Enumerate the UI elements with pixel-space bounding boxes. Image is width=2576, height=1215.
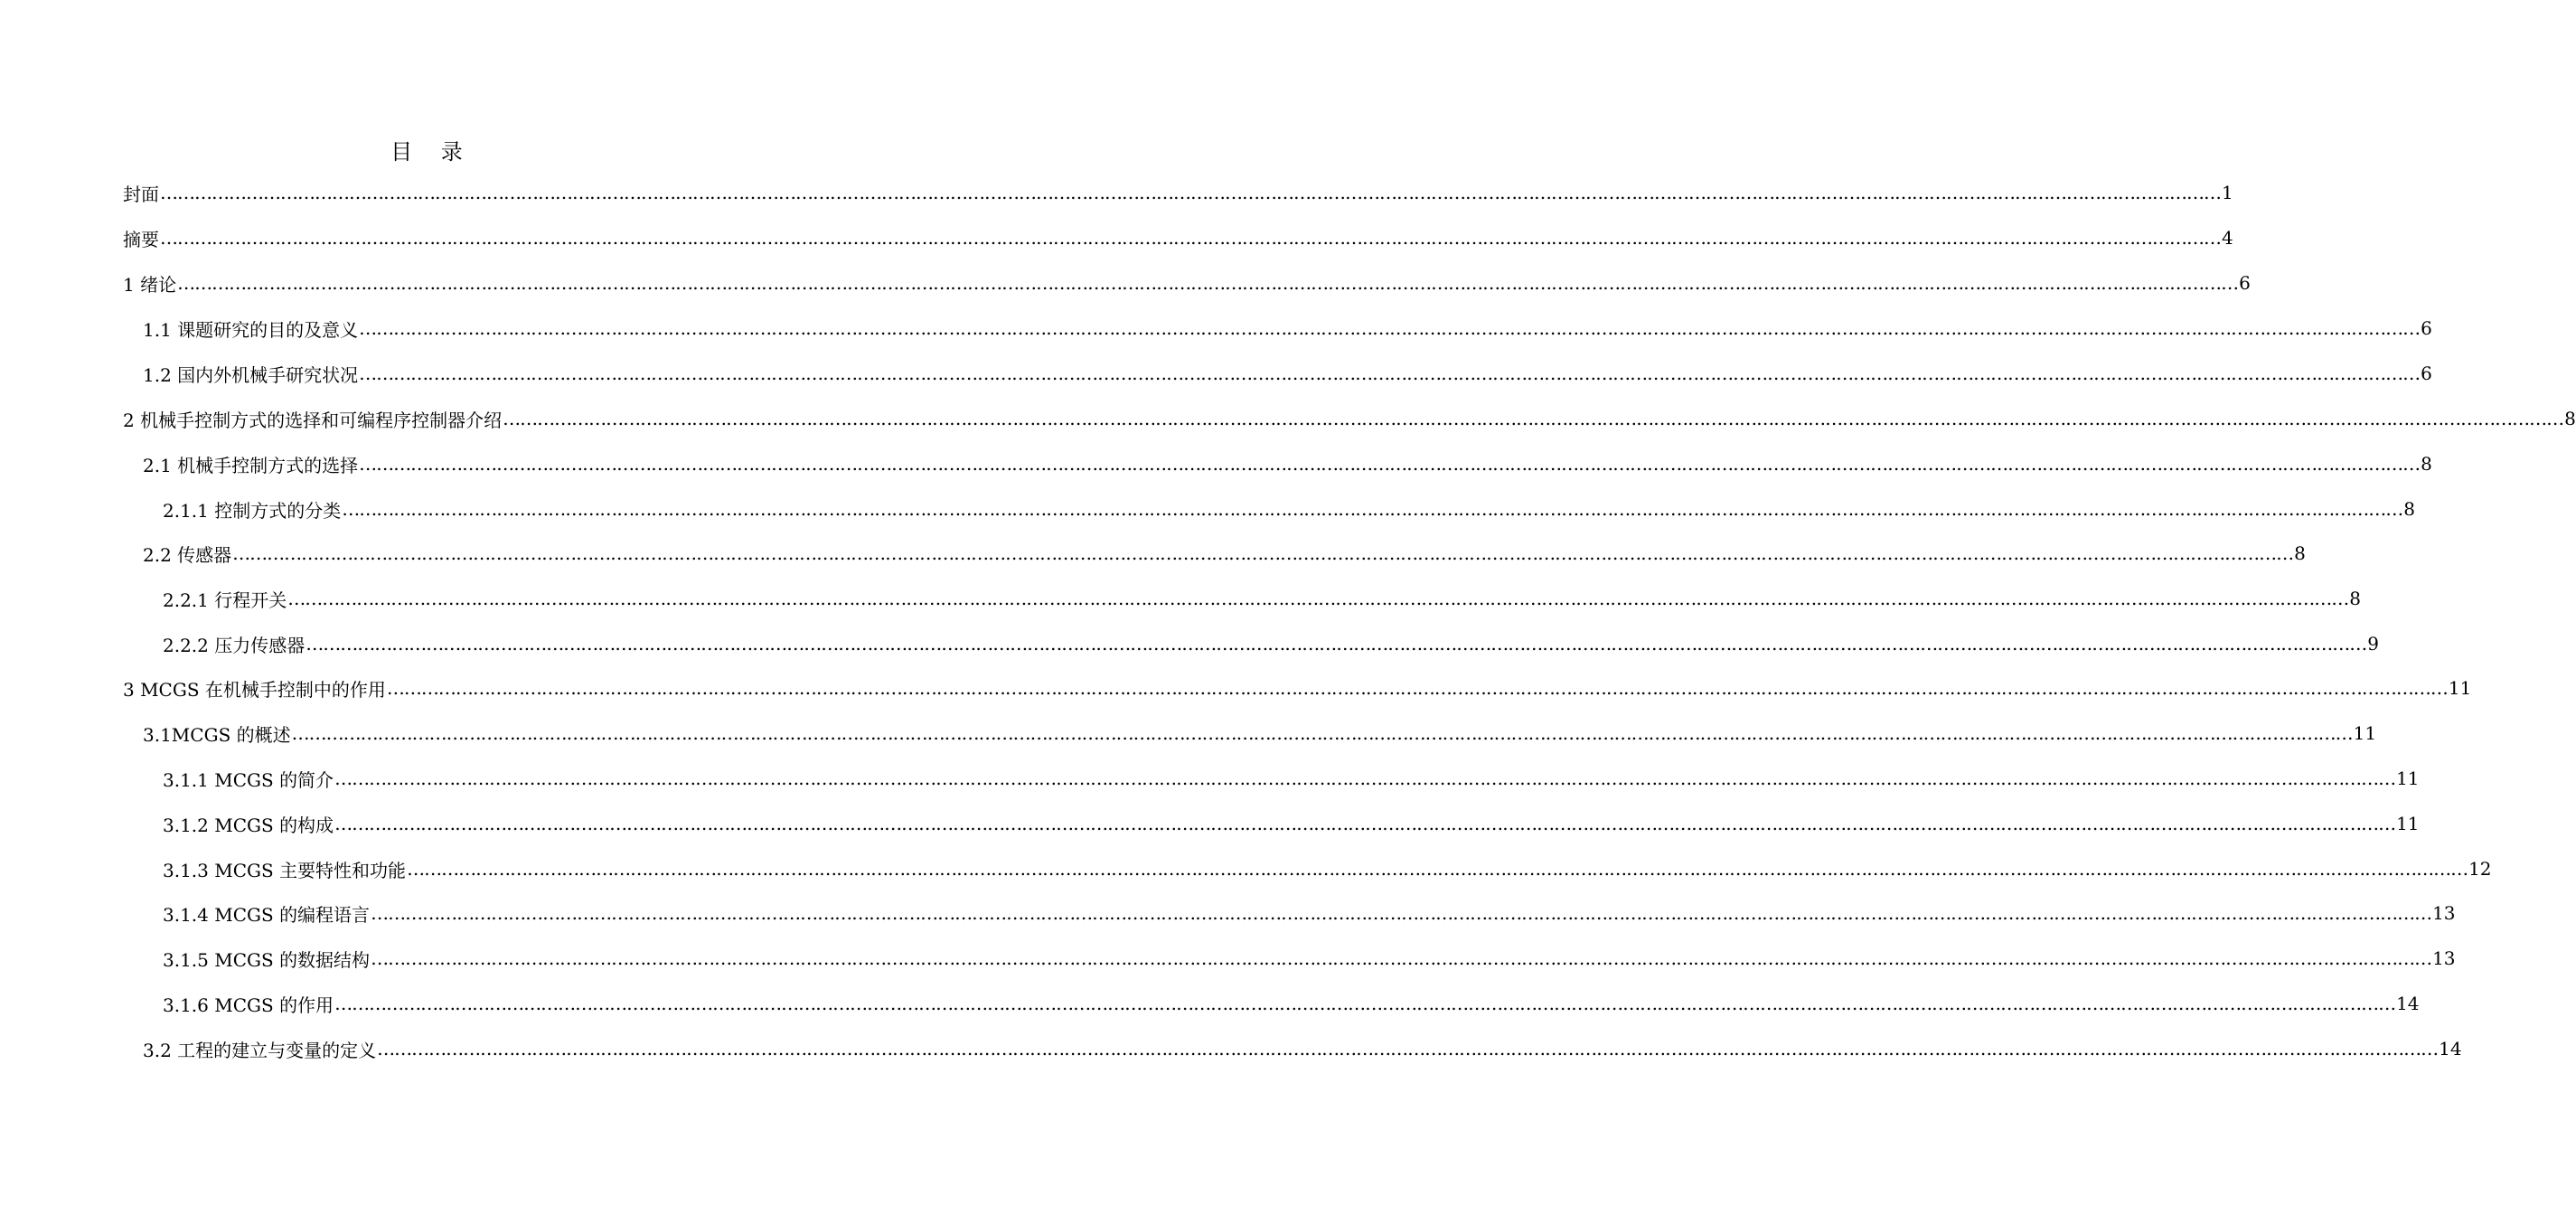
toc-leader: ……………………………………………………………………………………………………………………………………………………………………………………………………………………………………………………………………………………………………………………………… [407,858,2468,880]
toc-entry-label: 2.1.1 控制方式的分类 [163,499,342,522]
toc-entry-page: 11 [2353,722,2377,744]
toc-leader: ……………………………………………………………………………………………………………………………………………………………………………………………………………………………………………………………………………………………………………………………… [359,363,2421,384]
toc-leader: ……………………………………………………………………………………………………………………………………………………………………………………………………………………………………………………………………………………………………………………………… [503,408,2564,429]
toc-entry[interactable] [163,585,2361,612]
toc-entry-page: 14 [2439,1038,2462,1060]
toc-entry[interactable] [143,450,2432,477]
toc-entry-page: 6 [2239,272,2251,294]
toc-leader: ……………………………………………………………………………………………………………………………………………………………………………………………………………………………………………………………………………………………………………………………… [334,993,2396,1014]
toc-leader: ……………………………………………………………………………………………………………………………………………………………………………………………………………………………………………………………………………………………………………………………… [160,182,2221,203]
toc-entry-page: 9 [2367,633,2379,655]
toc-entry-label: 2.2 传感器 [143,543,232,566]
toc-entry-label: 1.2 国内外机械手研究状况 [143,363,359,386]
toc-entry[interactable] [163,630,2379,657]
toc-leader: ……………………………………………………………………………………………………………………………………………………………………………………………………………………………………………………………………………………………………………………………… [160,227,2221,249]
toc-entry[interactable] [163,899,2456,927]
toc-entry[interactable] [123,269,2251,297]
toc-entry-label: 2 机械手控制方式的选择和可编程序控制器介绍 [123,409,503,431]
toc-entry-label: 2.1 机械手控制方式的选择 [143,454,359,476]
toc-leader: ……………………………………………………………………………………………………………………………………………………………………………………………………………………………………………………………………………………………………………………………… [371,947,2432,969]
toc-entry-label: 封面 [123,183,159,205]
toc-entry[interactable] [143,1035,2462,1062]
toc-entry[interactable] [143,315,2432,342]
toc-entry-page: 11 [2396,768,2420,789]
toc-entry[interactable] [123,674,2472,702]
toc-entry-page: 13 [2432,902,2456,924]
toc-entry-label: 3.1.6 MCGS 的作用 [163,994,334,1016]
toc-entry-page: 8 [2421,453,2432,475]
toc-leader: ……………………………………………………………………………………………………………………………………………………………………………………………………………………………………………………………………………………………………………………………… [291,722,2353,744]
toc-entry[interactable] [163,945,2456,972]
toc-leader: ……………………………………………………………………………………………………………………………………………………………………………………………………………………………………………………………………………………………………………………………… [377,1038,2439,1060]
toc-entry-label: 3.1.4 MCGS 的编程语言 [163,903,371,926]
toc-leader: ……………………………………………………………………………………………………………………………………………………………………………………………………………………………………………………………………………………………………………………………… [232,542,2294,564]
toc-entry[interactable] [163,495,2415,523]
toc-entry[interactable] [143,720,2377,747]
toc-leader: ……………………………………………………………………………………………………………………………………………………………………………………………………………………………………………………………………………………………………………………………… [177,272,2239,294]
toc-entry-page: 8 [2294,542,2306,564]
toc-entry[interactable] [123,179,2233,206]
toc-entry[interactable] [143,360,2432,387]
toc-leader: ……………………………………………………………………………………………………………………………………………………………………………………………………………………………………………………………………………………………………………………………… [306,633,2367,655]
toc-entry-label: 3.2 工程的建立与变量的定义 [143,1039,377,1061]
toc-entry-page: 11 [2448,677,2472,699]
toc-entry-label: 2.2.1 行程开关 [163,589,287,611]
toc-entry-label: 3.1MCGS 的概述 [143,723,291,746]
toc-entry-page: 12 [2468,858,2492,880]
toc-entry-page: 6 [2421,317,2432,339]
toc-entry-label: 3.1.3 MCGS 主要特性和功能 [163,859,407,881]
toc-entry-page: 6 [2421,363,2432,384]
toc-leader: ……………………………………………………………………………………………………………………………………………………………………………………………………………………………………………………………………………………………………………………………… [359,317,2421,339]
toc-entry-page: 8 [2564,408,2576,429]
toc-leader: ……………………………………………………………………………………………………………………………………………………………………………………………………………………………………………………………………………………………………………………………… [287,588,2349,609]
toc-entry[interactable] [163,810,2420,837]
toc-entry-page: 8 [2349,588,2361,609]
toc-entry-label: 摘要 [123,228,159,250]
toc-leader: ……………………………………………………………………………………………………………………………………………………………………………………………………………………………………………………………………………………………………………………………… [342,498,2403,520]
toc-leader: ……………………………………………………………………………………………………………………………………………………………………………………………………………………………………………………………………………………………………………………………… [359,453,2421,475]
toc-entry[interactable] [163,855,2492,882]
toc-entry[interactable] [123,405,2576,432]
toc-entry[interactable] [163,765,2420,792]
toc-entry-label: 1 绪论 [123,273,177,296]
toc-entry-page: 1 [2222,182,2233,203]
toc-leader: ……………………………………………………………………………………………………………………………………………………………………………………………………………………………………………………………………………………………………………………………… [334,813,2396,834]
toc-leader: ……………………………………………………………………………………………………………………………………………………………………………………………………………………………………………………………………………………………………………………………… [386,677,2448,699]
toc-entry-page: 4 [2222,227,2233,249]
toc-entry-page: 11 [2396,813,2420,834]
toc-entry-label: 2.2.2 压力传感器 [163,634,306,656]
toc-entry[interactable] [123,224,2233,251]
toc-entry-page: 14 [2396,993,2420,1014]
toc-entry[interactable] [163,990,2420,1017]
toc-entry[interactable] [143,540,2306,567]
toc-leader: ……………………………………………………………………………………………………………………………………………………………………………………………………………………………………………………………………………………………………………………………… [371,902,2432,924]
toc-entry-label: 3.1.2 MCGS 的构成 [163,814,334,836]
toc-entry-label: 3 MCGS 在机械手控制中的作用 [123,678,386,701]
toc-entry-page: 13 [2432,947,2456,969]
toc-entry-page: 8 [2403,498,2415,520]
toc-entry-label: 3.1.5 MCGS 的数据结构 [163,948,371,971]
toc-leader: ……………………………………………………………………………………………………………………………………………………………………………………………………………………………………………………………………………………………………………………………… [334,768,2396,789]
toc-title: 目 录 [390,139,474,165]
toc-entry-label: 3.1.1 MCGS 的简介 [163,768,334,791]
toc-entry-label: 1.1 课题研究的目的及意义 [143,318,359,341]
